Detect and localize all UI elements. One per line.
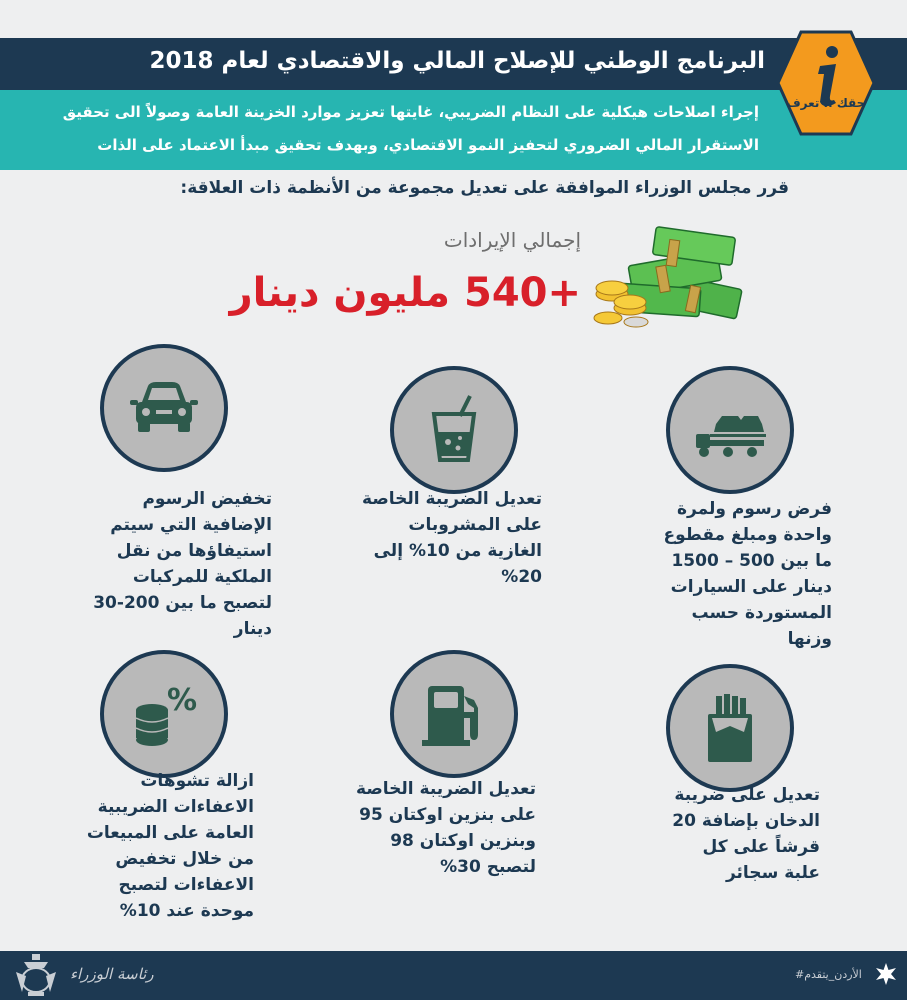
- footer-hashtag: الأردن_يتقدم#: [795, 968, 862, 981]
- cigarette-pack-icon: [694, 692, 766, 764]
- money-stack-icon: [590, 222, 750, 332]
- revenue-label: إجمالي الإيرادات: [443, 228, 581, 252]
- item-6-text: ازالة تشوهات الاعفاءات الضريبية العامة على المبيعات من خلال تخفيض الاعفاءات لتصبح موحدة عند 10%: [86, 771, 254, 921]
- item-2-circle: [390, 366, 518, 494]
- council-decision: قرر مجلس الوزراء الموافقة على تعديل مجموعة من الأنظمة ذات العلاقة:: [180, 178, 789, 198]
- revenue-value: +540 مليون دينار: [229, 270, 581, 316]
- fuel-pump-icon: [418, 678, 490, 750]
- car-transport-truck-icon: [694, 394, 766, 466]
- info-badge: [776, 30, 876, 136]
- intro-text: [19, 96, 759, 162]
- item-5-text: تعديل الضريبة الخاصة على بنزين اوكتان 95 وبنزين اوكتان 98 لتصبح 30%: [356, 779, 536, 877]
- car-icon: [128, 372, 200, 444]
- item-1-circle: [666, 366, 794, 494]
- star-icon: [874, 962, 898, 986]
- footer-left-text: رئاسة الوزراء: [70, 965, 154, 983]
- item-2-text: تعديل الضريبة الخاصة على المشروبات الغازية من 10% إلى 20%: [362, 489, 542, 587]
- coins-percent-icon: [128, 678, 200, 750]
- item-1-text: فرض رسوم ولمرة واحدة ومبلغ مقطوع ما بين 500 – 1500 دينار على السيارات المستوردة حسب وزنها: [663, 499, 832, 649]
- item-4-circle: [666, 664, 794, 792]
- item-3-text: تخفيض الرسوم الإضافية التي سيتم استيفاؤها من نقل الملكية للمركبات لتصبح ما بين 200-30 دينار: [93, 489, 272, 639]
- intro-line-2: الاستقرار المالي الضروري لتحفيز النمو الاقتصادي، وبهدف تحقيق مبدأ الاعتماد على الذات: [97, 136, 759, 154]
- item-5-circle: [390, 650, 518, 778]
- badge-label: حقك .. تعرف: [786, 96, 866, 110]
- item-6-circle: [100, 650, 228, 778]
- item-4-text: تعديل على ضريبة الدخان بإضافة 20 قرشاً على كل علبة سجائر: [672, 785, 820, 883]
- crest-icon: [12, 952, 60, 998]
- page-title: البرنامج الوطني للإصلاح المالي والاقتصادي لعام 2018: [149, 48, 765, 74]
- intro-line-1: إجراء اصلاحات هيكلية على النظام الضريبي، غايتها تعزيز موارد الخزينة العامة وصولاً الى تحقيق: [62, 103, 759, 121]
- soft-drink-icon: [418, 394, 490, 466]
- item-3-circle: [100, 344, 228, 472]
- svg-text:%: %: [166, 683, 198, 718]
